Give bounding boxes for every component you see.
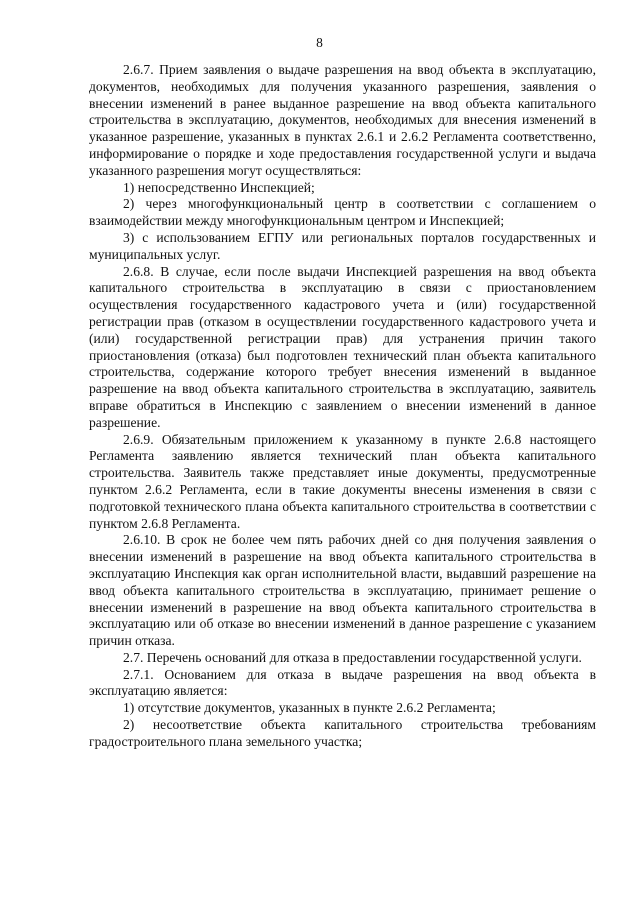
- paragraph-2-6-7: 2.6.7. Прием заявления о выдаче разрешения на ввод объекта в эксплуатацию, документов, необходимых для получения указанного разрешения, заявления о внесении изменений в ранее выданное разрешение на ввод объекта капитального строительства в эксплуатацию, документов, необходимых для внесения изменений в указанное разрешение, указанных в пунктах 2.6.1 и 2.6.2 Регламента соответственно, информирование о порядке и ходе предоставления государственной услуги и выдача указанного разрешения могут осуществляться:: [89, 62, 596, 178]
- paragraph-2-6-8: 2.6.8. В случае, если после выдачи Инспекцией разрешения на ввод объекта капитального строительства в эксплуатацию в связи с приостановлением осуществления государственного кадастрового учета и (или) государственной регистрации прав (отказом в осуществлении государственного кадастрового учета и (или) государственной регистрации прав) для устранения причин такого приостановления (отказа) был подготовлен технический план объекта капитального строительства, содержание которого требует внесения изменений в выданное разрешение на ввод объекта капитального строительства в эксплуатацию, заявитель вправе обратиться в Инспекцию с заявлением о внесении изменений в данное разрешение.: [89, 263, 596, 430]
- list-item-2-mfc: 2) через многофункциональный центр в соответствии с соглашением о взаимодействии между многофункциональным центром и Инспекцией;: [89, 196, 596, 229]
- document-text-body: [89, 62, 596, 751]
- paragraph-2-6-9: 2.6.9. Обязательным приложением к указанному в пункте 2.6.8 настоящего Регламента заявлению является технический план объекта капитального строительства. Заявитель также представляет иные документы, предусмотренные пунктом 2.6.2 Регламента, если в такие документы внесены изменения в связи с подготовкой технического плана объекта капитального строительства в соответствии с пунктом 2.6.8 Регламента.: [89, 431, 596, 531]
- paragraph-2-6-10: 2.6.10. В срок не более чем пять рабочих дней со дня получения заявления о внесении изменений в разрешение на ввод объекта капитального строительства в эксплуатацию Инспекция как орган исполнительной власти, выдавший разрешение на ввод объекта капитального строительства в эксплуатацию, принимает решение о внесении изменений в разрешение на ввод объекта капитального строительства в эксплуатацию или об отказе во внесении изменений в данное разрешение с указанием причин отказа.: [89, 532, 596, 649]
- refusal-reason-1: 1) отсутствие документов, указанных в пункте 2.6.2 Регламента;: [123, 700, 496, 716]
- refusal-reason-2: 2) несоответствие объекта капитального строительства требованиям градостроительного плана земельного участка;: [89, 717, 596, 749]
- paragraph-2-7-1: 2.7.1. Основанием для отказа в выдаче разрешения на ввод объекта в эксплуатацию является:: [89, 666, 596, 699]
- page-number: 8: [316, 35, 323, 50]
- paragraph-2-7-heading: 2.7. Перечень оснований для отказа в предоставлении государственной услуги.: [123, 649, 582, 665]
- list-item-1-inspection: 1) непосредственно Инспекцией;: [123, 179, 315, 195]
- list-item-3-portals: 3) с использованием ЕГПУ или региональных порталов государственных и муниципальных услуг.: [89, 229, 596, 262]
